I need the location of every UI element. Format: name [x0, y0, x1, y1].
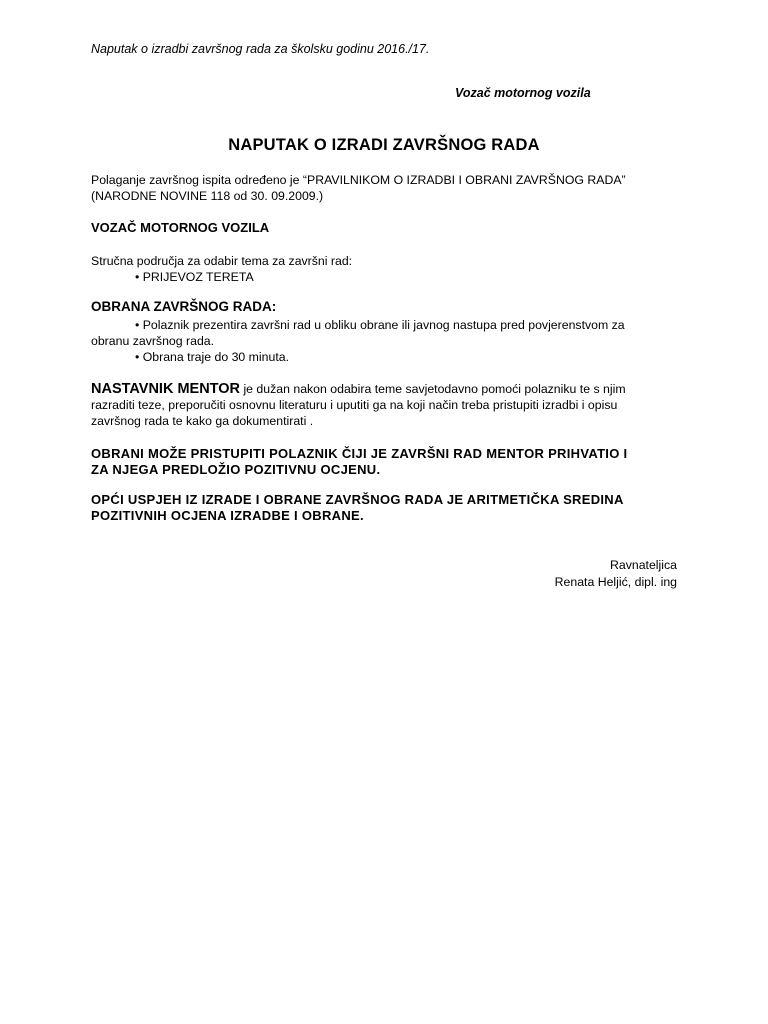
mentor-lead: NASTAVNIK MENTOR	[91, 381, 241, 397]
intro-line-2: (NARODNE NOVINE 118 od 30. 09.2009.)	[91, 189, 324, 203]
strucna-label: Stručna područja za odabir tema za završni rad:	[91, 254, 353, 268]
mentor-line-1-rest: je dužan nakon odabira teme savjetodavno pomoći polazniku te s njim	[240, 382, 626, 396]
statement-2-line-1: OPĆI USPJEH IZ IZRADE I OBRANE ZAVRŠNOG RADA JE ARITMETIČKA SREDINA	[91, 492, 624, 507]
section-heading-vozac: VOZAČ MOTORNOG VOZILA	[91, 220, 270, 235]
statement-1-line-2: ZA NJEGA PREDLOŽIO POZITIVNU OCJENU.	[91, 462, 381, 477]
strucna-section	[91, 253, 691, 285]
list-item: • PRIJEVOZ TERETA	[135, 270, 254, 284]
page-title: NAPUTAK O IZRADI ZAVRŠNOG RADA	[228, 136, 540, 154]
signature-block	[555, 557, 677, 591]
signature-name: Renata Heljić, dipl. ing	[554, 575, 677, 589]
statement-obrana	[91, 446, 681, 478]
statement-2-line-2: POZITIVNIH OCJENA IZRADBE I OBRANE.	[91, 508, 364, 523]
statement-1-line-1: OBRANI MOŽE PRISTUPITI POLAZNIK ČIJI JE ZAVRŠNI RAD MENTOR PRIHVATIO I	[91, 446, 628, 461]
obrana-item-1-line-2: obranu završnog rada.	[91, 334, 215, 348]
strucna-list	[91, 269, 691, 285]
obrana-list	[91, 317, 681, 365]
intro-line-1: Polaganje završnog ispita određeno je “PRAVILNIKOM O IZRADBI I OBRANI ZAVRŠNOG RADA”	[91, 173, 626, 187]
obrana-item-2: • Obrana traje do 30 minuta.	[135, 350, 290, 364]
signature-role: Ravnateljica	[610, 558, 677, 572]
obrana-item-1-line-1: • Polaznik prezentira završni rad u obliku obrane ili javnog nastupa pred povjerenstvom za	[135, 318, 625, 332]
statement-uspjeh	[91, 492, 681, 524]
mentor-paragraph	[91, 381, 681, 429]
header-note: Naputak o izradbi završnog rada za školsku godinu 2016./17.	[91, 42, 430, 56]
intro-paragraph	[91, 172, 691, 204]
subject-label: Vozač motornog vozila	[455, 86, 591, 100]
mentor-line-3: završnog rada te kako ga dokumentirati .	[91, 414, 314, 428]
section-heading-obrana: OBRANA ZAVRŠNOG RADA:	[91, 299, 277, 314]
mentor-line-2: razraditi teze, preporučiti osnovnu literaturu i uputiti ga na koji način treba pristupiti izradbi i opisu	[91, 398, 618, 412]
mentor-line-1	[91, 381, 681, 397]
